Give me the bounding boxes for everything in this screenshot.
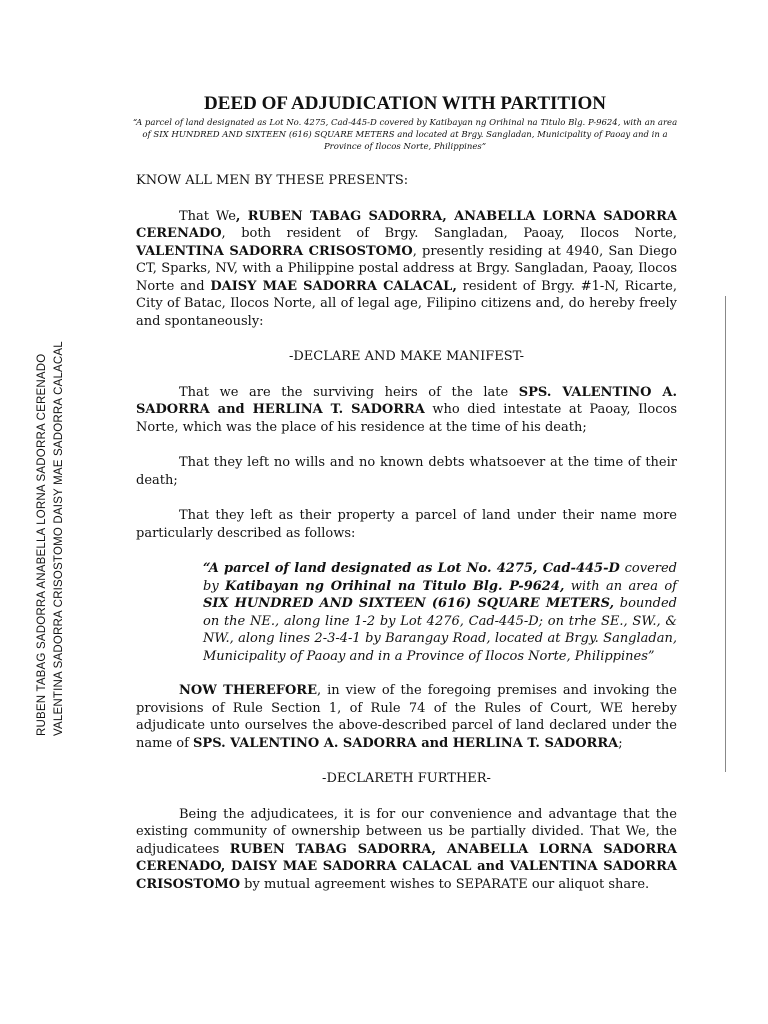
document-subtitle: “A parcel of land designated as Lot No. 4275, Cad-445-D covered by Katibayan ng Orihinal na Titulo Blg. P-9624, with an area of SIX HUNDRED AND SIXTEEN (616) SQUARE METERS and located at Brgy. Sangladan, Municipality of Paoay and in a Province of Ilocos Norte, Philippines” <box>132 118 678 152</box>
quote-title: Katibayan ng Orihinal na Titulo Blg. P-9624, <box>225 578 565 594</box>
p6-names-d: VALENTINA SADORRA CRISOSTOMO <box>136 859 677 892</box>
p1-text-e: , presently residing at 4940, San Diego CT, Sparks, NV, with a Philippine postal address at Brgy. Sangladan, Paoay, Ilocos Norte and <box>136 243 677 294</box>
document-title: DEED OF ADJUDICATION WITH PARTITION <box>204 93 606 114</box>
p1-text-c: , both resident of Brgy. Sangladan, Paoay, Ilocos Norte, <box>221 226 677 241</box>
p1-text-a: That We <box>179 208 236 224</box>
p6-names-b: RUBEN TABAG SADORRA, ANABELLA LORNA SADORRA CERENADO, DAISY MAE SADORRA CALACAL <box>136 841 678 874</box>
quote-text-b: covered by <box>203 561 677 594</box>
quote-text-d: with an area of <box>564 578 677 594</box>
opening-line: KNOW ALL MEN BY THESE PRESENTS: <box>136 173 409 188</box>
margin-line-2: VALENTINA SADORRA CRISOSTOMO DAISY MAE SADORRA CALACAL <box>53 341 65 736</box>
p6-text-a: Being the adjudicatees, it is for our convenience and advantage that the existing community of ownership between us be partially divided. That We, the adjudicatees <box>136 806 677 857</box>
quote-text-f: bounded on the NE., along line 1-2 by Lot 4276, Cad-445-D; on trhe SE., SW., & NW., along lines 2-3-4-1 by Barangay Road, located at Brgy. Sangladan, Municipality of Paoay and in a Province of Ilocos Norte, Philippines” <box>203 596 677 664</box>
quote-area: SIX HUNDRED AND SIXTEEN (616) SQUARE METERS, <box>203 596 615 611</box>
paragraph-parties <box>136 208 677 331</box>
p6-text-e: by mutual agreement wishes to SEPARATE our aliquot share. <box>240 876 650 892</box>
paragraph-heirs <box>136 384 677 437</box>
right-margin-rule <box>725 296 726 772</box>
p6-text-c: and <box>471 859 510 874</box>
margin-line-1: RUBEN TABAG SADORRA ANABELLA LORNA SADORRA CERENADO <box>36 353 48 736</box>
heading-declare: -DECLARE AND MAKE MANIFEST- <box>288 349 525 364</box>
p1-names-d: VALENTINA SADORRA CRISOSTOMO <box>136 243 413 259</box>
p2-text-a: That we are the surviving heirs of the late <box>179 384 519 400</box>
p1-names-a: , RUBEN TABAG SADORRA, ANABELLA LORNA SADORRA CERENADO <box>136 208 677 241</box>
p2-text-c: who died intestate at Paoay, Ilocos Norte, which was the place of his residence at the time of his death; <box>136 402 677 435</box>
margin-signatories <box>34 256 68 736</box>
paragraph-partition <box>136 806 677 894</box>
paragraph-now-therefore <box>136 682 677 752</box>
paragraph-property: That they left as their property a parcel of land under their name more particularly described as follows: <box>136 508 677 541</box>
p5-lead: NOW THEREFORE <box>179 683 317 698</box>
p1-text-g: resident of Brgy. #1-N, Ricarte, City of Batac, Ilocos Norte, all of legal age, Filipino citizens and, do hereby freely and spontaneously: <box>136 278 677 329</box>
p5-text-d: ; <box>618 735 623 751</box>
heading-declareth: -DECLARETH FURTHER- <box>322 771 491 786</box>
p1-names-f: DAISY MAE SADORRA CALACAL, <box>210 278 457 294</box>
p5-names: SPS. VALENTINO A. SADORRA and HERLINA T. SADORRA <box>193 735 619 751</box>
p5-text-b: , in view of the foregoing premises and invoking the provisions of Rule Section 1, of Rule 74 of the Rules of Court, WE hereby adjudicate unto ourselves the above-described parcel of land declared under the name of <box>136 683 677 751</box>
property-description-quote <box>203 560 677 665</box>
paragraph-no-wills: That they left no wills and no known debts whatsoever at the time of their death; <box>136 455 677 488</box>
quote-lot: “A parcel of land designated as Lot No. 4275, Cad-445-D <box>203 561 620 576</box>
p2-names: SPS. VALENTINO A. SADORRA and HERLINA T. SADORRA <box>136 384 677 417</box>
document-body <box>136 172 677 911</box>
